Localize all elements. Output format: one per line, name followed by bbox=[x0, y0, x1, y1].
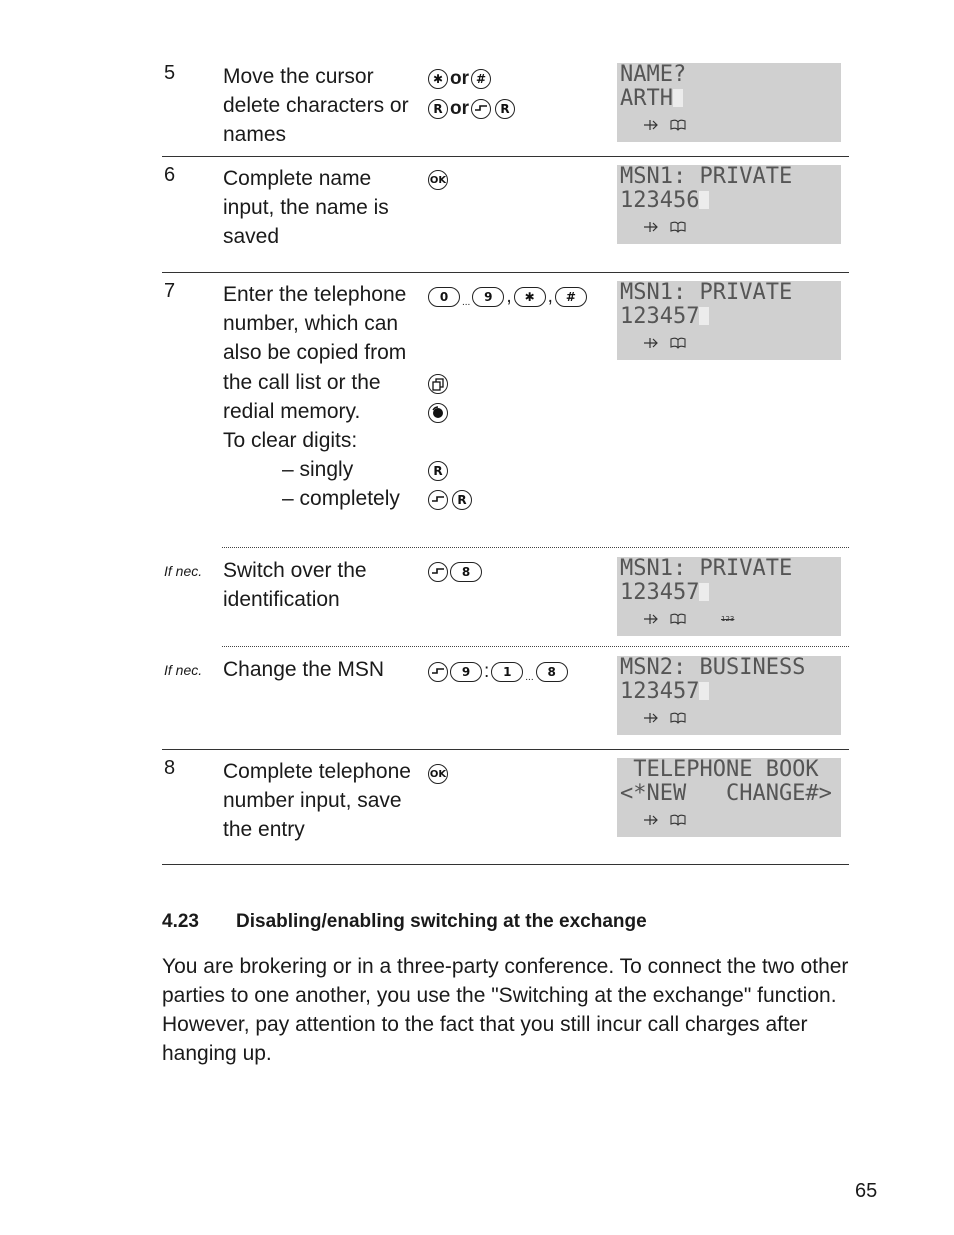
step-line: Switch over the bbox=[223, 559, 367, 582]
step-description bbox=[223, 655, 384, 684]
lcd-line-2: 123457 bbox=[620, 580, 700, 605]
key-sequence bbox=[428, 403, 448, 423]
zero-key-icon: 0 bbox=[428, 287, 460, 307]
lcd-display bbox=[617, 165, 841, 244]
ok-key-icon: OK bbox=[428, 170, 448, 190]
step-line: number, which can bbox=[223, 312, 399, 336]
eight-key-icon: 8 bbox=[450, 562, 482, 582]
key-sequence bbox=[428, 764, 448, 784]
step-line: Enter the telephone bbox=[223, 283, 407, 306]
step-line: Move the cursor bbox=[223, 65, 374, 88]
row-divider-dotted bbox=[222, 646, 849, 647]
row-divider bbox=[162, 864, 849, 865]
arrow-book-icon bbox=[643, 220, 693, 234]
lcd-line-1: MSN2: BUSINESS bbox=[620, 655, 806, 680]
step-description bbox=[223, 556, 367, 614]
one-key-icon: 1 bbox=[491, 662, 523, 682]
hook-key-icon bbox=[428, 490, 448, 510]
key-sequence bbox=[428, 490, 472, 510]
ok-key-icon: OK bbox=[428, 764, 448, 784]
row-divider bbox=[162, 749, 849, 750]
nine-key-icon: 9 bbox=[450, 662, 482, 682]
lcd-line-2: 123457 bbox=[620, 304, 700, 329]
lcd-line-1: MSN1: PRIVATE bbox=[620, 556, 793, 581]
arrow-book-icon bbox=[643, 118, 693, 132]
step-description bbox=[223, 757, 411, 845]
step-number: 6 bbox=[164, 164, 176, 186]
call-list-key-icon bbox=[428, 374, 448, 394]
hash-key-icon: # bbox=[555, 287, 587, 307]
paragraph-line: However, pay attention to the fact that you still incur call charges after bbox=[162, 1013, 808, 1036]
row-divider-dotted bbox=[222, 547, 849, 548]
hook-key-icon bbox=[471, 99, 491, 119]
step-line: delete characters or bbox=[223, 94, 409, 118]
key-sequence bbox=[428, 562, 482, 582]
lcd-line-2: <*NEW CHANGE#> bbox=[620, 781, 832, 806]
step-line: the call list or the bbox=[223, 370, 381, 394]
comma-separator: , bbox=[547, 286, 553, 307]
step-line: Change the MSN bbox=[223, 658, 385, 681]
r-key-icon: R bbox=[452, 490, 472, 510]
step-line: input, the name is bbox=[223, 196, 389, 220]
lcd-line-2: 123456 bbox=[620, 188, 700, 213]
hook-key-icon bbox=[428, 562, 448, 582]
lcd-line-1: NAME? bbox=[620, 62, 687, 87]
step-line: saved bbox=[223, 225, 280, 249]
step-condition: If nec. bbox=[164, 563, 203, 579]
step-number: 8 bbox=[164, 757, 176, 779]
step-number: 5 bbox=[164, 62, 176, 84]
lcd-display bbox=[617, 656, 841, 735]
step-subline: – completely bbox=[282, 487, 400, 511]
or-label: or bbox=[450, 68, 469, 89]
arrow-book-icon bbox=[643, 711, 693, 725]
step-line: the entry bbox=[223, 818, 305, 842]
cursor-block-icon bbox=[673, 89, 683, 107]
row-divider bbox=[162, 156, 849, 157]
colon-separator: : bbox=[484, 661, 490, 682]
step-line: redial memory. bbox=[223, 399, 361, 423]
comma-separator: , bbox=[506, 286, 512, 307]
redial-key-icon bbox=[428, 403, 448, 423]
step-sublist bbox=[282, 455, 400, 513]
key-sequence bbox=[428, 461, 448, 481]
eight-key-icon: 8 bbox=[536, 662, 568, 682]
row-divider bbox=[162, 272, 849, 273]
step-description bbox=[223, 280, 406, 455]
step-line: also be copied from bbox=[223, 341, 407, 365]
star-key-icon: ✱ bbox=[428, 69, 448, 89]
cursor-block-icon bbox=[699, 682, 709, 700]
lcd-line-2: 123457 bbox=[620, 679, 700, 704]
lcd-line-1: MSN1: PRIVATE bbox=[620, 280, 793, 305]
key-sequence bbox=[428, 170, 448, 190]
lcd-display bbox=[617, 281, 841, 360]
key-sequence bbox=[428, 98, 515, 120]
section-paragraph bbox=[162, 952, 848, 1068]
cursor-block-icon bbox=[699, 191, 709, 209]
paragraph-line: hanging up. bbox=[162, 1042, 272, 1065]
lcd-line-1: TELEPHONE BOOK bbox=[620, 757, 819, 782]
arrow-book-icon bbox=[643, 612, 693, 626]
step-line: identification bbox=[223, 588, 340, 612]
step-description bbox=[223, 164, 389, 252]
lcd-display bbox=[617, 557, 841, 636]
r-key-icon: R bbox=[428, 99, 448, 119]
step-line: Complete name bbox=[223, 167, 372, 190]
lcd-display bbox=[617, 63, 841, 142]
lcd-display bbox=[617, 758, 841, 837]
nine-key-icon: 9 bbox=[472, 287, 504, 307]
section-number: 4.23 bbox=[162, 911, 199, 932]
page-number: 65 bbox=[855, 1180, 878, 1202]
r-key-icon: R bbox=[495, 99, 515, 119]
lcd-line-2: ARTH bbox=[620, 86, 673, 111]
step-condition: If nec. bbox=[164, 662, 203, 678]
r-key-icon: R bbox=[428, 461, 448, 481]
or-label: or bbox=[450, 98, 469, 119]
cursor-block-icon bbox=[699, 307, 709, 325]
step-line: Complete telephone bbox=[223, 760, 411, 783]
lcd-line-1: MSN1: PRIVATE bbox=[620, 164, 793, 189]
step-description bbox=[223, 62, 409, 150]
hook-key-icon bbox=[428, 662, 448, 682]
section-title: Disabling/enabling switching at the exchange bbox=[236, 911, 647, 932]
arrow-book-icon bbox=[643, 336, 693, 350]
range-ellipsis: ... bbox=[462, 297, 471, 309]
range-ellipsis: ... bbox=[525, 672, 534, 684]
key-sequence bbox=[428, 661, 568, 683]
cursor-block-icon bbox=[699, 583, 709, 601]
step-line: names bbox=[223, 123, 287, 147]
arrow-book-icon bbox=[643, 813, 693, 827]
step-number: 7 bbox=[164, 280, 176, 302]
key-sequence bbox=[428, 374, 448, 394]
key-sequence bbox=[428, 286, 587, 308]
step-line: To clear digits: bbox=[223, 429, 358, 453]
key-sequence bbox=[428, 68, 491, 90]
star-key-icon: ✱ bbox=[514, 287, 546, 307]
lcd-small-label: 123 bbox=[721, 615, 735, 623]
step-subline: – singly bbox=[282, 458, 354, 481]
paragraph-line: You are brokering or in a three-party conference. To connect the two other bbox=[162, 955, 849, 978]
hash-key-icon: # bbox=[471, 69, 491, 89]
step-line: number input, save bbox=[223, 789, 402, 813]
paragraph-line: parties to one another, you use the "Switching at the exchange" function. bbox=[162, 984, 837, 1007]
